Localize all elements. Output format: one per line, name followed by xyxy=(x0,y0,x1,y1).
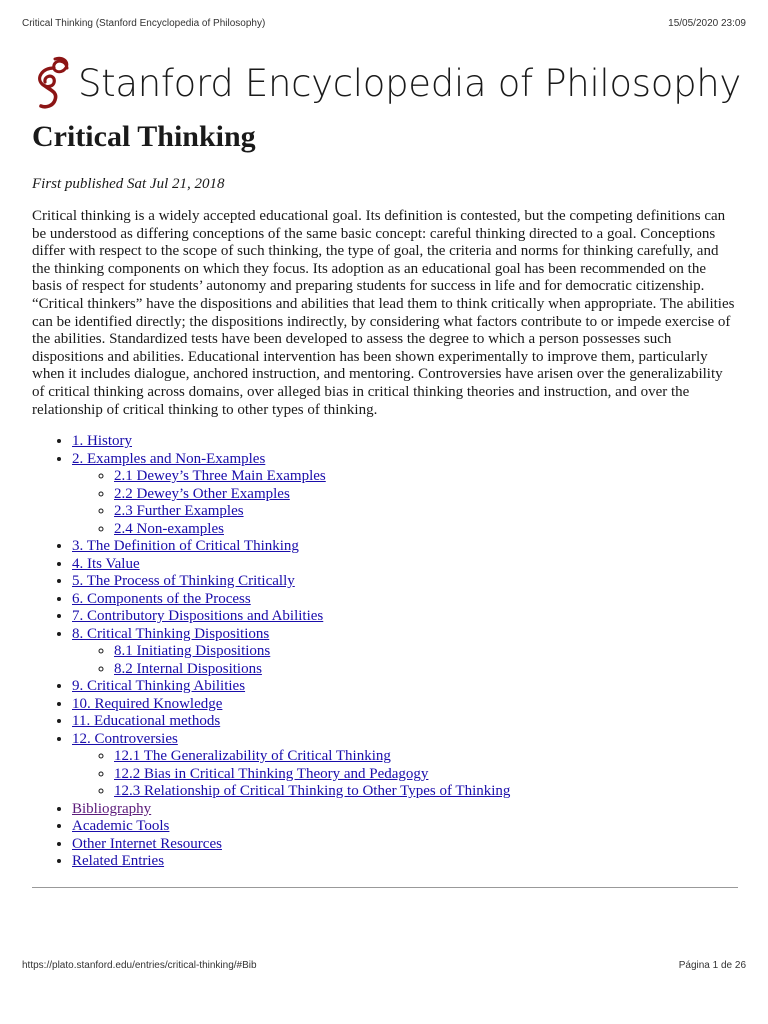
toc-link-required-knowledge[interactable]: 10. Required Knowledge xyxy=(72,695,223,712)
toc-link-relationship[interactable]: 12.3 Relationship of Critical Thinking to Other Types of Thinking xyxy=(114,783,511,800)
toc-link-history[interactable]: 1. History xyxy=(72,433,132,450)
toc-link-definition[interactable]: 3. The Definition of Critical Thinking xyxy=(72,538,299,555)
toc-item xyxy=(72,538,738,556)
toc-subitem xyxy=(114,643,738,661)
toc-subitem xyxy=(114,521,738,539)
page-title: Critical Thinking xyxy=(32,120,256,153)
toc-subitem xyxy=(114,503,738,521)
toc-item xyxy=(72,608,738,626)
toc-link-dewey-other-examples[interactable]: 2.2 Dewey’s Other Examples xyxy=(114,485,290,502)
toc-item xyxy=(72,801,738,819)
article-content xyxy=(32,52,741,888)
preamble-paragraph: Critical thinking is a widely accepted educational goal. Its definition is contested, but the competing definitions can be understood as differing conceptions of the same basic concept: careful thinking directed to a goal. Conceptions differ with respect to the scope of such thinking, the type of goal, the criteria and norms for thinking carefully, and the thinking components on which they focus. Its adoption as an educational goal has been recommended on the basis of respect for students’ autonomy and preparing students for success in life and for democratic citizenship. “Critical thinkers” have the dispositions and abilities that lead them to think critically when appropriate. The abilities can be identified directly; the dispositions indirectly, by considering what factors contribute to or impede exercise of the abilities. Standardized tests have been developed to assess the degree to which a person possesses such dispositions and abilities. Educational intervention has been shown experimentally to improve them, particularly when it includes dialogue, anchored instruction, and mentoring. Controversies have arisen over the generalizability of critical thinking across domains, over alleged bias in critical thinking theories and instruction, and over the relationship of critical thinking to other types of thinking. xyxy=(32,208,735,418)
toc-item xyxy=(72,591,738,609)
print-footer xyxy=(22,960,746,974)
toc-link-educational-methods[interactable]: 11. Educational methods xyxy=(72,713,221,730)
toc-link-abilities[interactable]: 9. Critical Thinking Abilities xyxy=(72,678,246,695)
section-divider xyxy=(32,887,738,888)
toc-item xyxy=(72,573,738,591)
toc-link-further-examples[interactable]: 2.3 Further Examples xyxy=(114,503,244,520)
toc-item xyxy=(72,696,738,714)
toc-item xyxy=(72,853,738,871)
toc-link-academic-tools[interactable]: Academic Tools xyxy=(72,818,170,835)
toc-link-dewey-main-examples[interactable]: 2.1 Dewey’s Three Main Examples xyxy=(114,468,326,485)
toc-link-process[interactable]: 5. The Process of Thinking Critically xyxy=(72,573,295,590)
print-page-number: Página 1 de 26 xyxy=(678,960,746,971)
print-datetime: 15/05/2020 23:09 xyxy=(668,18,746,29)
toc-subitem xyxy=(114,783,738,801)
toc-item xyxy=(72,713,738,731)
print-page-title: Critical Thinking (Stanford Encyclopedia of Philosophy) xyxy=(22,18,266,29)
toc-item xyxy=(72,451,738,539)
toc-link-examples[interactable]: 2. Examples and Non-Examples xyxy=(72,450,266,467)
toc-link-bias[interactable]: 12.2 Bias in Critical Thinking Theory and Pedagogy xyxy=(114,765,429,782)
toc-link-bibliography[interactable]: Bibliography xyxy=(72,800,152,817)
toc-link-related-entries[interactable]: Related Entries xyxy=(72,853,165,870)
table-of-contents xyxy=(32,433,738,871)
toc-subitem xyxy=(114,661,738,679)
toc-subitem xyxy=(114,766,738,784)
toc-subitem xyxy=(114,468,738,486)
toc-item xyxy=(72,731,738,801)
toc-sublist xyxy=(72,643,738,678)
toc-subitem xyxy=(114,486,738,504)
toc-item xyxy=(72,433,738,451)
toc-link-other-resources[interactable]: Other Internet Resources xyxy=(72,835,222,852)
print-url: https://plato.stanford.edu/entries/critical-thinking/#Bib xyxy=(22,960,257,971)
toc-item xyxy=(72,626,738,679)
toc-link-controversies[interactable]: 12. Controversies xyxy=(72,730,178,747)
publication-info: First published Sat Jul 21, 2018 xyxy=(32,176,225,192)
toc-link-non-examples[interactable]: 2.4 Non-examples xyxy=(114,520,224,537)
toc-item xyxy=(72,678,738,696)
toc-link-internal-dispositions[interactable]: 8.2 Internal Dispositions xyxy=(114,660,262,677)
sep-logo-icon xyxy=(32,54,72,112)
toc-link-components[interactable]: 6. Components of the Process xyxy=(72,590,251,607)
site-brand[interactable] xyxy=(32,52,741,114)
toc-item xyxy=(72,836,738,854)
site-name[interactable]: Stanford Encyclopedia of Philosophy xyxy=(78,61,741,105)
toc-link-initiating-dispositions[interactable]: 8.1 Initiating Dispositions xyxy=(114,643,271,660)
print-header xyxy=(22,18,746,32)
toc-link-generalizability[interactable]: 12.1 The Generalizability of Critical Thinking xyxy=(114,748,391,765)
toc-item xyxy=(72,818,738,836)
toc-link-value[interactable]: 4. Its Value xyxy=(72,555,140,572)
toc-item xyxy=(72,556,738,574)
toc-sublist xyxy=(72,748,738,801)
toc-link-contributory[interactable]: 7. Contributory Dispositions and Abilities xyxy=(72,608,324,625)
toc-sublist xyxy=(72,468,738,538)
toc-subitem xyxy=(114,748,738,766)
toc-link-dispositions[interactable]: 8. Critical Thinking Dispositions xyxy=(72,625,270,642)
